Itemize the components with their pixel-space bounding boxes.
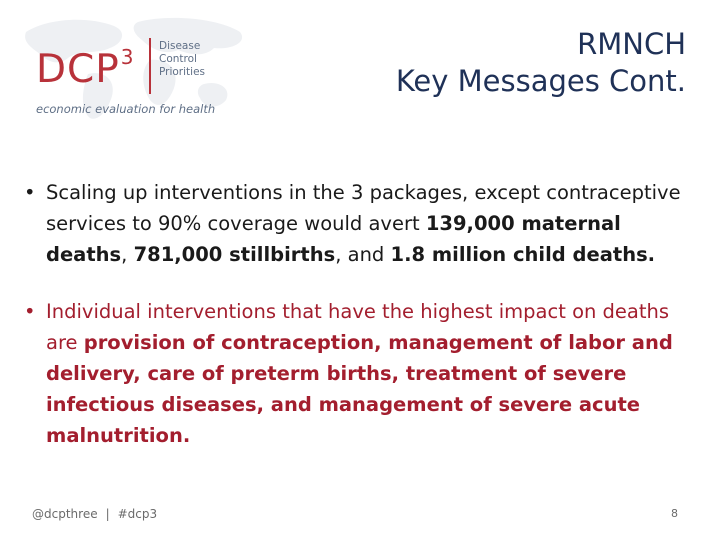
org-line: Disease xyxy=(159,40,201,52)
brand-wordmark: DCP$^3$ xyxy=(36,45,135,92)
bullet-text: Scaling up interventions in the 3 packages, except contraceptive services to 90% coverage would avert xyxy=(46,181,681,235)
bullet-emphasis: 781,000 stillbirths xyxy=(133,243,336,266)
bullet-item xyxy=(22,177,682,270)
bullet-emphasis: 139,000 maternal deaths xyxy=(46,212,621,266)
bullet-emphasis: provision of contraception, management of labor and delivery, care of preterm births, treatment of severe infectious diseases, and management of severe acute malnutrition. xyxy=(46,331,673,447)
footer xyxy=(32,507,157,521)
bullet-text: , and xyxy=(335,243,391,266)
bullet-marker: • xyxy=(24,300,36,323)
title-line-2: Key Messages Cont. xyxy=(395,64,686,98)
page-number: 8 xyxy=(671,507,678,520)
dcp3-logo xyxy=(18,14,248,134)
bullet-marker: • xyxy=(24,181,36,204)
logo-tagline: economic evaluation for health xyxy=(36,102,216,116)
twitter-handle: @dcpthree xyxy=(32,507,98,521)
org-name xyxy=(159,40,205,79)
bullet-emphasis: 1.8 million child deaths. xyxy=(390,243,656,266)
bullet-list xyxy=(22,177,682,477)
logo-divider xyxy=(149,38,151,94)
title-line-1: RMNCH xyxy=(577,27,686,61)
bullet-text: , xyxy=(121,243,134,266)
org-line: Control xyxy=(159,53,197,65)
bullet-text: Individual interventions that have the highest impact on deaths are xyxy=(46,300,670,354)
footer-separator: | xyxy=(105,507,110,521)
hashtag: #dcp3 xyxy=(117,507,158,521)
org-line: Priorities xyxy=(159,66,206,78)
bullet-item xyxy=(22,296,682,451)
slide-title xyxy=(396,26,686,100)
